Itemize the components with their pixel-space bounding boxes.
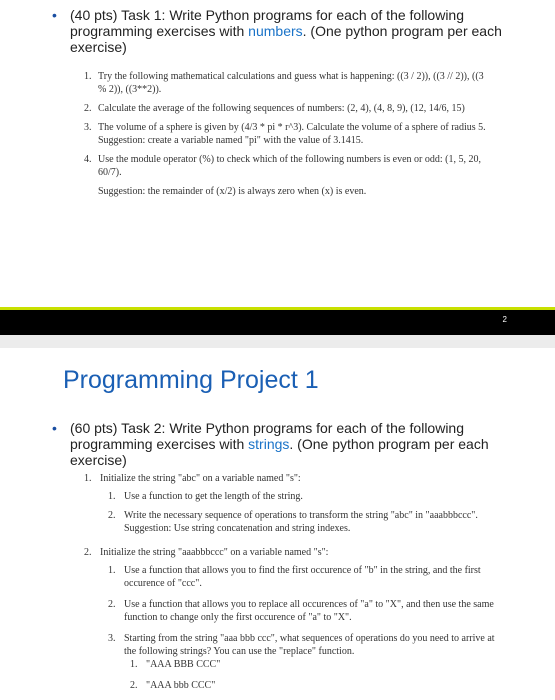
item-text: Calculate the average of the following sequences of numbers: (2, 4), (4, 8, 9), (12, 14/6, 15) — [98, 103, 465, 114]
bullet-dot: • — [52, 7, 57, 23]
item-text: Use a function to get the length of the string. — [124, 491, 303, 502]
item-number: 2. — [108, 599, 116, 610]
section-heading — [84, 472, 494, 485]
task-2-keyword: strings — [248, 436, 290, 452]
item-number: 2. — [108, 510, 116, 521]
item-text: Try the following mathematical calculations and guess what is happening: ((3 / 2)), ((3 // 2)), ((3 % 2)), ((3**2)). — [98, 71, 484, 95]
item-text: Initialize the string "abc" on a variable named "s": — [100, 473, 301, 484]
task-2-heading — [70, 420, 520, 468]
list-item — [108, 509, 498, 535]
suggestion-text: Suggestion: the remainder of (x/2) is always zero when (x) is even. — [98, 186, 367, 197]
task-1-keyword: numbers — [248, 23, 303, 39]
list-item — [84, 102, 494, 115]
section-1 — [84, 472, 494, 485]
item-number: 1. — [84, 71, 92, 82]
task-2-prefix: (60 pts) Task 2: Write Python programs for each of the following programming exercises with — [70, 420, 465, 452]
list-item — [108, 564, 498, 590]
item-number: 3. — [108, 633, 116, 644]
item-text: Use the module operator (%) to check which of the following numbers is even or odd: (1, 5, 20, 60/7). — [98, 154, 481, 178]
task-1-suffix: . (One python program per each exercise) — [70, 23, 502, 55]
slide-title: Programming Project 1 — [63, 366, 319, 394]
item-text: "AAA BBB CCC" — [146, 659, 221, 670]
item-text: Initialize the string "aaabbbccc" on a variable named "s": — [100, 547, 329, 558]
list-item — [130, 658, 490, 671]
list-item — [84, 121, 494, 147]
list-item — [84, 153, 494, 179]
item-number: 2. — [130, 680, 138, 691]
section-1-subitems — [108, 490, 498, 535]
bullet-dot: • — [52, 420, 57, 436]
item-text: "AAA bbb CCC" — [146, 680, 216, 691]
task-1-heading — [70, 7, 520, 55]
item-number: 1. — [108, 565, 116, 576]
list-item — [130, 679, 490, 692]
item-text: Starting from the string "aaa bbb ccc", what sequences of operations do you need to arrive at the following strings? You can use the "replace" function. — [124, 633, 495, 657]
list-item — [84, 70, 494, 96]
item-number: 1. — [108, 491, 116, 502]
item-text: Write the necessary sequence of operations to transform the string "abc" in "aaabbbccc". Suggestion: Use string concatenation and string indexes. — [124, 510, 478, 534]
list-item — [108, 632, 498, 658]
task-1-prefix: (40 pts) Task 1: Write Python programs for each of the following programming exercises with — [70, 7, 465, 39]
section-heading — [84, 546, 494, 559]
slide-1 — [0, 0, 555, 335]
item-text: The volume of a sphere is given by (4/3 * pi * r^3). Calculate the volume of a sphere of radius 5. Suggestion: create a variable named "pi" with the value of 3.1415. — [98, 122, 486, 146]
list-item — [108, 490, 498, 503]
page-number: 2 — [502, 315, 507, 324]
item-text: Use a function that allows you to replace all occurences of "a" to "X", and then use the same function to change only the first occurence of "a" to "X". — [124, 599, 494, 623]
item-number: 2. — [84, 103, 92, 114]
footer-accent-line — [0, 307, 555, 310]
slide-footer-bar — [0, 307, 555, 335]
item-text: Use a function that allows you to find the first occurence of "b" in the string, and the first occurence of "ccc". — [124, 565, 481, 589]
item-number: 3. — [84, 122, 92, 133]
item-number: 4. — [84, 154, 92, 165]
section-2-subitems — [108, 564, 498, 658]
slide-2 — [0, 348, 555, 700]
item-number: 1. — [84, 473, 92, 484]
task-1-exercise-list — [84, 70, 494, 198]
section-2 — [84, 546, 494, 559]
item-number: 2. — [84, 547, 92, 558]
list-item — [108, 598, 498, 624]
item-number: 1. — [130, 659, 138, 670]
section-2-subsubitems — [130, 658, 490, 692]
task-2-suffix: . (One python program per each exercise) — [70, 436, 489, 468]
